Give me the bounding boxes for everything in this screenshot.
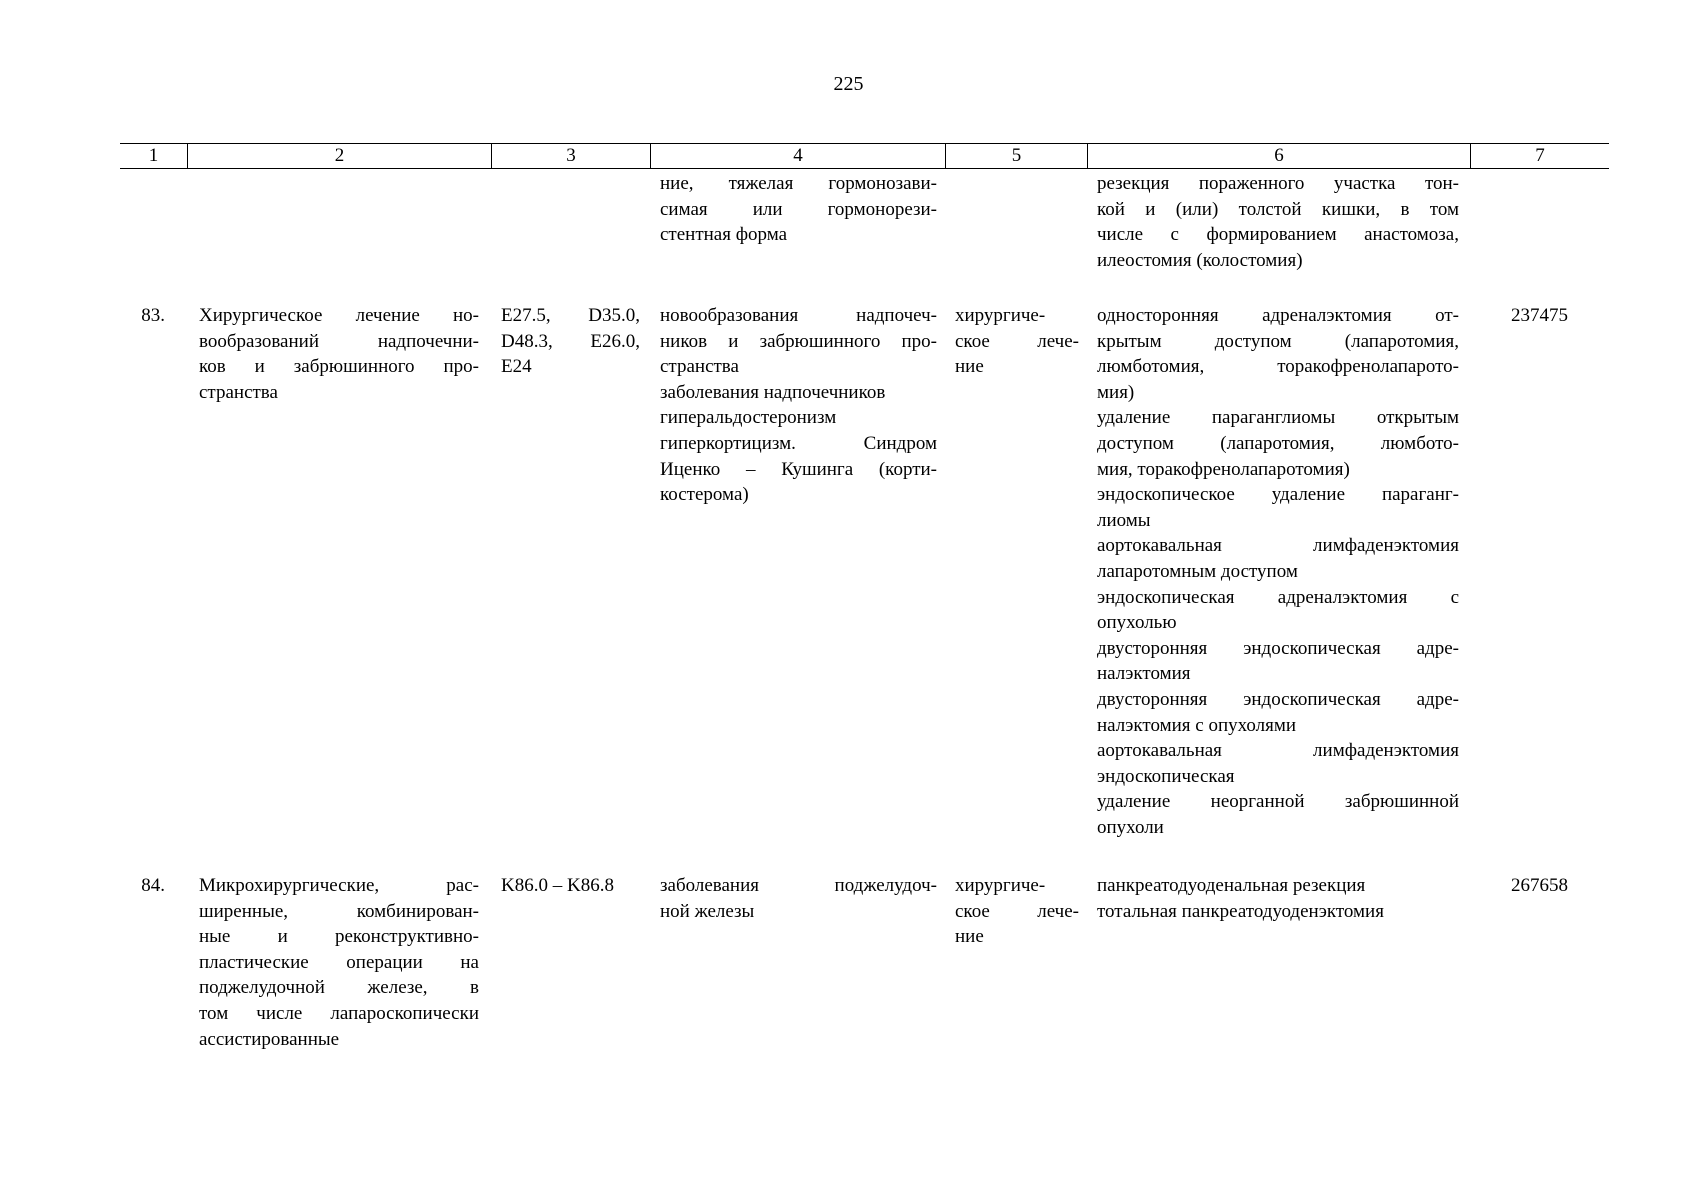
header-col-4: 4: [650, 144, 945, 168]
text-line: удаление неорганной забрюшинной: [1097, 791, 1459, 813]
text-line: странства: [199, 381, 278, 403]
cost-cell: 267658: [1511, 875, 1568, 896]
text-line: костерома): [660, 484, 749, 506]
text-line: ассистированные: [199, 1028, 340, 1050]
text-line: числе с формированием анастомоза,: [1097, 224, 1459, 246]
codes-cell: [501, 303, 640, 380]
methods-cell: [1097, 303, 1459, 840]
text-line: E27.5, D35.0,: [501, 305, 640, 326]
text-line: эндоскопическое удаление параганг-: [1097, 484, 1459, 506]
text-line: налэктомия: [1097, 663, 1191, 685]
text-line: D48.3, E26.0,: [501, 330, 640, 352]
text-line: Микрохирургические, рас-: [199, 875, 479, 896]
text-line: крытым доступом (лапаротомия,: [1097, 330, 1459, 352]
text-line: доступом (лапаротомия, люмбото-: [1097, 432, 1459, 454]
text-line: ское лече-: [955, 330, 1079, 352]
text-line: эндоскопическая: [1097, 765, 1235, 787]
text-line: симая или гормонорези-: [660, 198, 937, 220]
text-line: гиперальдостеронизм: [660, 407, 837, 429]
header-col-5: 5: [945, 144, 1087, 168]
text-line: мия, торакофренолапаротомия): [1097, 458, 1350, 480]
diagnosis-cell: [660, 873, 937, 924]
methods-cell: [1097, 873, 1459, 924]
text-line: лиомы: [1097, 509, 1151, 531]
cost-cell: 237475: [1511, 305, 1568, 326]
methods-cell: [1097, 171, 1459, 273]
text-line: K86.0 – K86.8: [501, 875, 614, 896]
text-line: ние, тяжелая гормонозави-: [660, 173, 937, 194]
text-line: удаление параганглиомы открытым: [1097, 407, 1459, 429]
text-line: заболевания надпочечников: [660, 381, 886, 403]
text-line: E24: [501, 356, 532, 378]
text-line: опухоли: [1097, 816, 1164, 838]
text-line: новообразования надпочеч-: [660, 305, 937, 326]
text-line: налэктомия с опухолями: [1097, 714, 1297, 736]
text-line: хирургиче-: [955, 875, 1046, 896]
text-line: односторонняя адреналэктомия от-: [1097, 305, 1459, 326]
text-line: Хирургическое лечение но-: [199, 305, 479, 326]
treatment-type-cell: [955, 873, 1079, 950]
table-header: [120, 143, 1609, 169]
text-line: гиперкортицизм. Синдром: [660, 432, 937, 454]
diagnosis-cell: [660, 303, 937, 508]
diagnosis-cell: [660, 171, 937, 248]
header-col-3: 3: [491, 144, 650, 168]
header-col-6: 6: [1087, 144, 1470, 168]
text-line: заболевания поджелудоч-: [660, 875, 937, 896]
page-number: 225: [833, 73, 864, 95]
header-col-2: 2: [187, 144, 491, 168]
text-line: вообразований надпочечни-: [199, 330, 479, 352]
text-line: илеостомия (колостомия): [1097, 249, 1303, 271]
row-number: 84.: [141, 875, 165, 896]
text-line: лапаротомным доступом: [1097, 560, 1298, 582]
text-line: том числе лапароскопически: [199, 1002, 479, 1024]
treatment-type-cell: [955, 303, 1079, 380]
text-line: ширенные, комбинирован-: [199, 900, 479, 922]
text-line: аортокавальная лимфаденэктомия: [1097, 740, 1459, 762]
text-line: опухолью: [1097, 612, 1177, 634]
header-col-1: 1: [148, 145, 159, 166]
text-line: двусторонняя эндоскопическая адре-: [1097, 637, 1459, 659]
text-line: ков и забрюшинного про-: [199, 356, 479, 378]
text-line: ные и реконструктивно-: [199, 926, 479, 948]
codes-cell: [501, 873, 640, 899]
procedure-name-cell: [199, 303, 479, 405]
text-line: люмботомия, торакофренолапарото-: [1097, 356, 1459, 378]
text-line: аортокавальная лимфаденэктомия: [1097, 535, 1459, 557]
text-line: поджелудочной железе, в: [199, 977, 479, 999]
text-line: тотальная панкреатодуоденэктомия: [1097, 900, 1384, 922]
header-col-7: 7: [1470, 144, 1609, 168]
text-line: ское лече-: [955, 900, 1079, 922]
text-line: странства: [660, 356, 739, 378]
text-line: пластические операции на: [199, 951, 479, 973]
text-line: хирургиче-: [955, 305, 1046, 326]
text-line: ние: [955, 356, 984, 378]
text-line: резекция пораженного участка тон-: [1097, 173, 1459, 194]
text-line: ников и забрюшинного про-: [660, 330, 937, 352]
text-line: двусторонняя эндоскопическая адре-: [1097, 688, 1459, 710]
text-line: эндоскопическая адреналэктомия с: [1097, 586, 1459, 608]
row-number: 83.: [141, 305, 165, 326]
procedure-name-cell: [199, 873, 479, 1052]
text-line: кой и (или) толстой кишки, в том: [1097, 198, 1459, 220]
text-line: Иценко – Кушинга (корти-: [660, 458, 937, 480]
text-line: мия): [1097, 381, 1135, 403]
text-line: ной железы: [660, 900, 755, 922]
text-line: стентная форма: [660, 224, 788, 246]
text-line: ние: [955, 926, 984, 948]
text-line: панкреатодуоденальная резекция: [1097, 875, 1366, 896]
